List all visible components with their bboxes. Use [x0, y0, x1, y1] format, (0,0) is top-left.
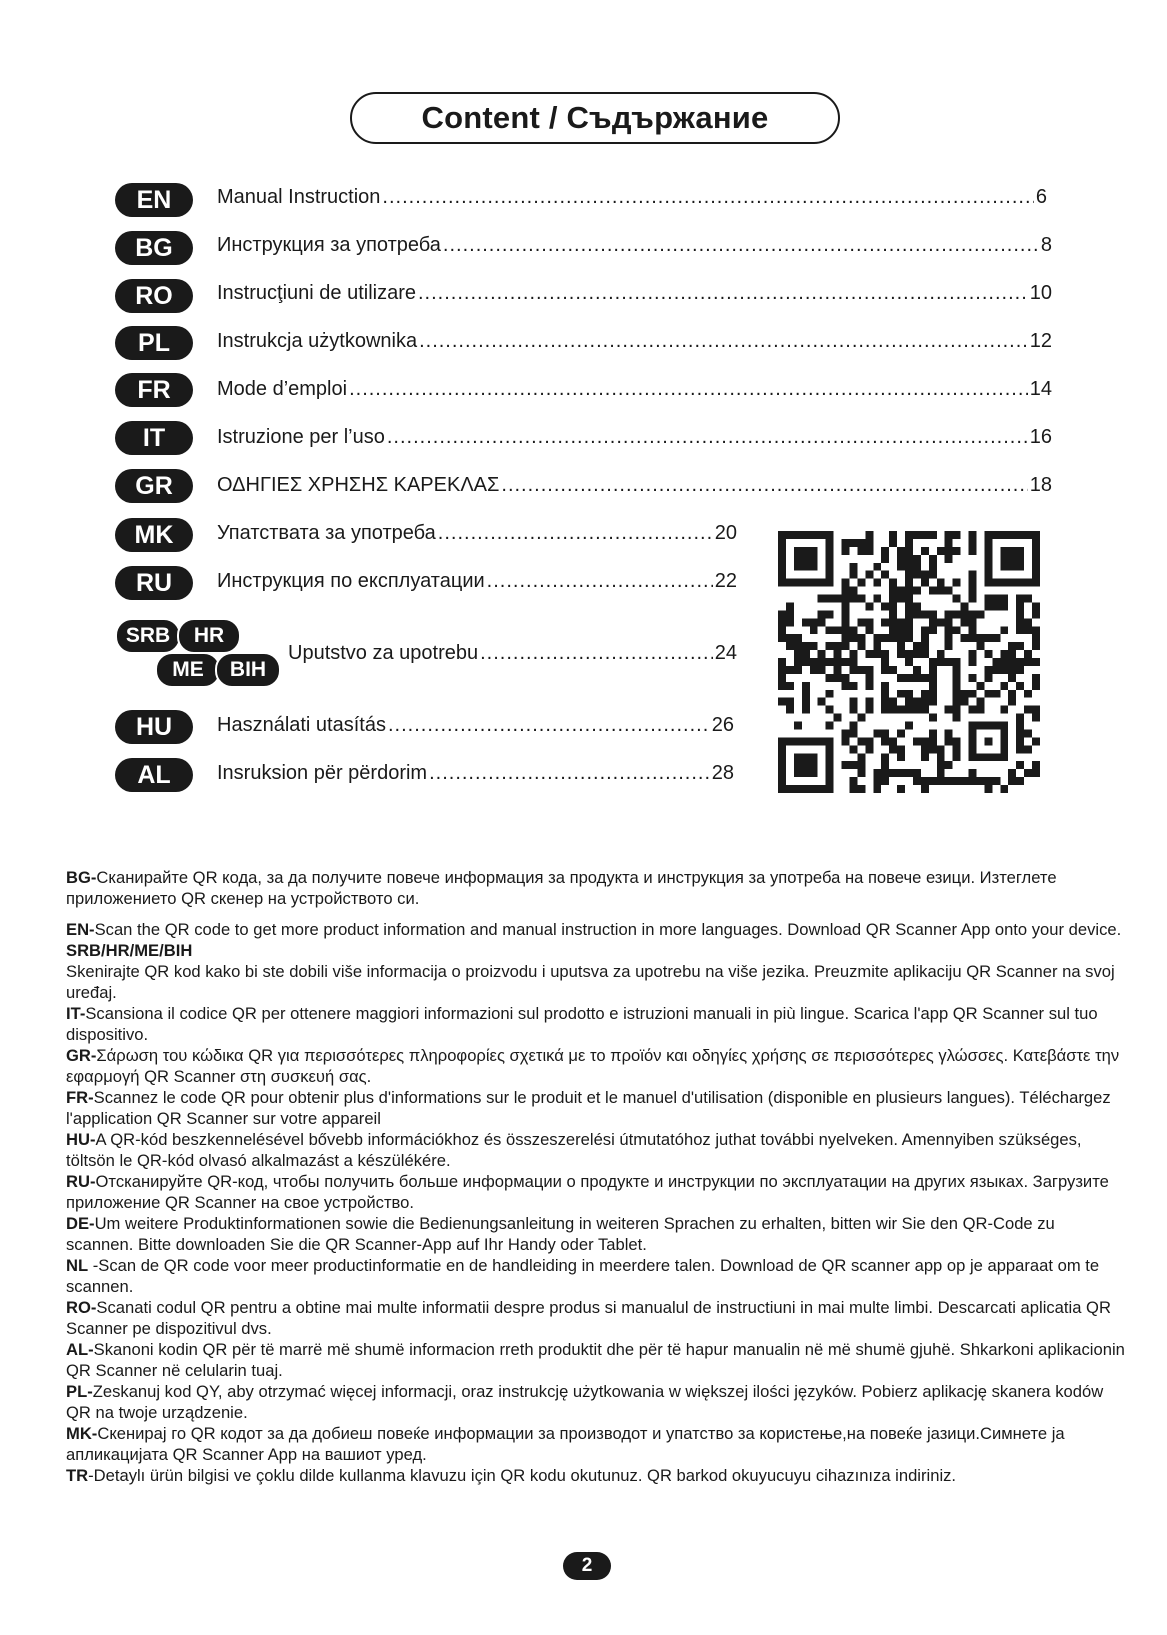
instruction-paragraph: [66, 919, 1126, 940]
language-code: EN-: [66, 920, 95, 939]
toc-entry[interactable]: [288, 642, 737, 665]
instruction-paragraph: [66, 1171, 1126, 1213]
language-badge: RO: [115, 279, 193, 313]
language-code: DE-: [66, 1214, 95, 1233]
language-badge-me: ME: [155, 652, 221, 688]
language-code: MK-: [66, 1424, 98, 1443]
toc-entry[interactable]: [217, 282, 1052, 305]
leader-dots: [438, 522, 713, 545]
instruction-text: Скенирај го QR кодот за да добиеш повеќе информации за производот и упатство за користење,на повеќе јазици.Симнете ја апликацијата QR Scanner App на вашиот уред.: [66, 1424, 1065, 1464]
toc-row-en[interactable]: [115, 182, 193, 218]
instruction-paragraph: [66, 1213, 1126, 1255]
toc-entry[interactable]: [217, 522, 737, 545]
toc-row-ru[interactable]: [115, 565, 193, 601]
toc-page: 24: [714, 642, 737, 664]
toc-label: Insruksion për përdorim: [217, 762, 428, 784]
toc-row-gr[interactable]: [115, 468, 193, 504]
toc-label: Инструкция за употреба: [217, 234, 441, 256]
language-badge: AL: [115, 758, 193, 792]
language-code: PL-: [66, 1382, 93, 1401]
toc-page: 22: [714, 570, 737, 592]
toc-page: 20: [714, 522, 737, 544]
page-title: Content / Съдържание: [421, 100, 769, 135]
page-number: 2: [563, 1552, 611, 1580]
instruction-text: Σάρωση του κώδικα QR για περισσότερες πληροφορίες σχετικά με το προϊόν και οδηγίες χρήσης σε περισσότερες γλώσσες. Κατεβάστε την εφαρμογή QR Scanner στη συσκευή σας.: [66, 1046, 1120, 1086]
toc-label: Manual Instruction: [217, 186, 381, 208]
instruction-text: Zeskanuj kod QY, aby otrzymać więcej informacji, oraz instrukcję użytkowania w większej ilości języków. Pobierz aplikację skanera kodów QR na twoje urządzenie.: [66, 1382, 1104, 1422]
language-code: AL-: [66, 1340, 94, 1359]
instruction-text: Scan the QR code to get more product information and manual instruction in more languages. Download QR Scanner App onto your device.: [94, 920, 1122, 939]
leader-dots: [501, 474, 1027, 497]
toc-label: Uputstvo za upotrebu: [288, 642, 479, 664]
leader-dots: [418, 282, 1028, 305]
toc-entry[interactable]: [217, 474, 1052, 497]
language-code: SRB/HR/ME/BIH: [66, 941, 193, 960]
toc-row-pl[interactable]: [115, 325, 193, 361]
toc-page: 28: [711, 762, 734, 784]
language-badge-hr: HR: [177, 618, 241, 654]
toc-label: Mode d’emploi: [217, 378, 348, 400]
qr-instructions: [66, 867, 1126, 1486]
toc-label: Instrukcja użytkownika: [217, 330, 418, 352]
toc-row-fr[interactable]: [115, 372, 193, 408]
language-code: GR-: [66, 1046, 97, 1065]
leader-dots: [487, 570, 713, 593]
toc-page: 12: [1029, 330, 1052, 352]
language-badge: RU: [115, 566, 193, 600]
instruction-paragraph: [66, 1465, 1126, 1486]
instruction-text: Um weitere Produktinformationen sowie die Bedienungsanleitung in weiteren Sprachen zu erhalten, bitten wir Sie den QR-Code zu scannen. Bitte downloaden Sie die QR Scanner-App auf Ihr Handy oder Tablet.: [66, 1214, 1055, 1254]
instruction-paragraph: [66, 940, 1126, 1003]
instruction-text: Skenirajte QR kod kako bi ste dobili više informacija o proizvodu i uputsva za upotrebu na više jezika. Preuzmite aplikaciju QR Scanner na svoj uređaj.: [66, 962, 1115, 1002]
instruction-paragraph: [66, 1129, 1126, 1171]
toc-row-al[interactable]: [115, 757, 193, 793]
toc-row-srb-hr-me-bih[interactable]: [115, 618, 285, 690]
instruction-text: Skanoni kodin QR për të marrë më shumë informacion rreth produktit dhe për të hapur manualin në më shumë gjuhë. Shkarkoni aplikacionin QR Scanner në celularin tuaj.: [66, 1340, 1125, 1380]
instruction-paragraph: [66, 1423, 1126, 1465]
toc-entry[interactable]: [217, 762, 734, 785]
leader-dots: [443, 234, 1039, 257]
instruction-text: -Detaylı ürün bilgisi ve çoklu dilde kullanma klavuzu için QR kodu okutunuz. QR barkod okuyucuyu cihazınıza indiriniz.: [88, 1466, 957, 1485]
toc-entry[interactable]: [217, 426, 1052, 449]
instruction-paragraph: [66, 1297, 1126, 1339]
language-badge: FR: [115, 373, 193, 407]
toc-entry[interactable]: [217, 570, 737, 593]
toc-page: 14: [1029, 378, 1052, 400]
instruction-text: A QR-kód beszkennelésével bővebb információkhoz és összeszerelési útmutatóhoz juthat további nyelveken. Amennyiben szükséges, töltsön le QR-kód olvasó alkalmazást a készülékére.: [66, 1130, 1082, 1170]
language-code: TR: [66, 1466, 89, 1485]
toc-entry[interactable]: [217, 234, 1052, 257]
content-title-box: [350, 92, 840, 144]
instruction-text: Scansiona il codice QR per ottenere maggiori informazioni sul prodotto e istruzioni manuali in più lingue. Scarica l'app QR Scanner sul tuo dispositivo.: [66, 1004, 1098, 1044]
toc-row-it[interactable]: [115, 420, 193, 456]
language-code: NL: [66, 1256, 89, 1275]
toc-label: ΟΔΗΓΙΕΣ ΧΡΗΣΗΣ ΚΑΡΕΚΛΑΣ: [217, 474, 500, 496]
leader-dots: [419, 330, 1028, 353]
language-code: RO-: [66, 1298, 97, 1317]
toc-entry[interactable]: [217, 378, 1052, 401]
toc-page: 18: [1029, 474, 1052, 496]
language-badge: BG: [115, 231, 193, 265]
instruction-paragraph: [66, 1045, 1126, 1087]
instruction-paragraph: [66, 1087, 1126, 1129]
toc-row-ro[interactable]: [115, 278, 193, 314]
language-code: FR-: [66, 1088, 94, 1107]
language-badge: IT: [115, 421, 193, 455]
leader-dots: [387, 426, 1028, 449]
instruction-paragraph: [66, 867, 1126, 909]
language-badge-bih: BIH: [215, 652, 281, 688]
toc-page: 16: [1029, 426, 1052, 448]
toc-page: 26: [711, 714, 734, 736]
language-badge: PL: [115, 326, 193, 360]
toc-entry[interactable]: [217, 330, 1052, 353]
toc-page: 10: [1029, 282, 1052, 304]
toc-label: Istruzione per l’uso: [217, 426, 385, 448]
toc-page: 6: [1035, 186, 1047, 208]
instruction-text: Сканирайте QR кода, за да получите повече информация за продукта и инструкция за употреба на повече езици. Изтеглете приложението QR скенер на устройството си.: [66, 868, 1057, 908]
leader-dots: [480, 642, 713, 665]
toc-row-hu[interactable]: [115, 709, 193, 745]
leader-dots: [382, 186, 1033, 209]
toc-entry[interactable]: [217, 186, 1047, 209]
instruction-text: Отсканируйте QR-код, чтобы получить больше информации о продукте и инструкции по эксплуатации на других языках. Загрузите приложение QR Scanner на свое устройство.: [66, 1172, 1109, 1212]
language-badge: GR: [115, 469, 193, 503]
instruction-text: -Scan de QR code voor meer productinformatie en de handleiding in meerdere talen. Download de QR scanner app op je apparaat om te scannen.: [66, 1256, 1100, 1296]
instruction-text: Scanati codul QR pentru a obtine mai multe informatii despre produs si manualul de instructiuni in mai multe limbi. Descarcati aplicatia QR Scanner pe dispozitivul dvs.: [66, 1298, 1111, 1338]
language-badge: MK: [115, 518, 193, 552]
toc-label: Instrucţiuni de utilizare: [217, 282, 416, 304]
language-badge: HU: [115, 710, 193, 744]
qr-code-image[interactable]: [778, 531, 1040, 793]
leader-dots: [349, 378, 1028, 401]
toc-label: Инструкция по експлуатации: [217, 570, 485, 592]
language-code: IT-: [66, 1004, 86, 1023]
toc-page: 8: [1040, 234, 1052, 256]
instruction-paragraph: [66, 1255, 1126, 1297]
toc-row-bg[interactable]: [115, 230, 193, 266]
instruction-paragraph: [66, 1381, 1126, 1423]
instruction-paragraph: [66, 1339, 1126, 1381]
language-code: HU-: [66, 1130, 96, 1149]
instruction-text: Scannez le code QR pour obtenir plus d'informations sur le produit et le manuel d'utilisation (disponible en plusieurs langues). Téléchargez l'application QR Scanner sur votre appareil: [66, 1088, 1111, 1128]
language-code: BG-: [66, 868, 97, 887]
language-badge: EN: [115, 183, 193, 217]
toc-row-mk[interactable]: [115, 517, 193, 553]
language-badge-srb: SRB: [115, 618, 181, 654]
toc-entry[interactable]: [217, 714, 734, 737]
leader-dots: [429, 762, 710, 785]
toc-label: Használati utasítás: [217, 714, 386, 736]
instruction-paragraph: [66, 1003, 1126, 1045]
toc-label: Упатствата за употреба: [217, 522, 436, 544]
language-code: RU-: [66, 1172, 96, 1191]
leader-dots: [388, 714, 710, 737]
